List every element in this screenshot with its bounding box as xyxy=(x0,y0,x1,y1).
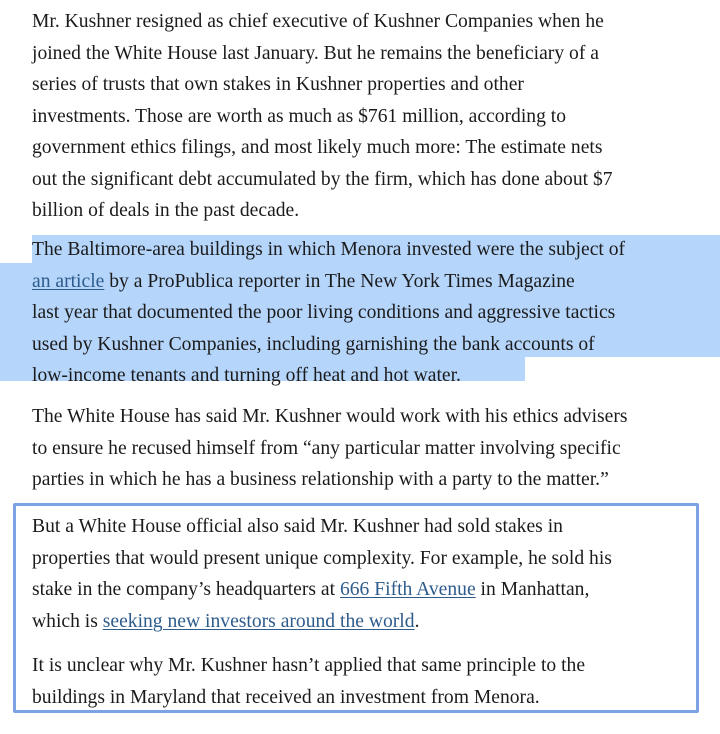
text-fragment: which is xyxy=(32,610,103,632)
text-fragment: in Manhattan, xyxy=(475,579,590,600)
text-line: out the significant debt accumulated by the firm, which has done about $7 xyxy=(32,168,613,190)
text-fragment: . xyxy=(414,610,420,632)
text-line xyxy=(32,266,712,298)
text-line: joined the White House last January. But he remains the beneficiary of a xyxy=(32,42,599,64)
text-line: properties that would present unique complexity. For example, he sold his xyxy=(32,547,612,569)
an-article-link[interactable]: an article xyxy=(32,270,105,292)
text-line: Mr. Kushner resigned as chief executive of Kushner Companies when he xyxy=(32,11,604,32)
paragraph-trusts xyxy=(32,6,712,227)
seeking-investors-link[interactable]: seeking new investors around the world xyxy=(102,610,415,632)
text-line: government ethics filings, and most likely much more: The estimate nets xyxy=(32,137,603,158)
text-line xyxy=(32,574,712,606)
text-fragment: stake in the company’s headquarters at xyxy=(32,579,340,600)
text-line: to ensure he recused himself from “any particular matter involving specific xyxy=(32,437,621,459)
text-line: last year that documented the poor living conditions and aggressive tactics xyxy=(32,302,616,323)
text-line: parties in which he has a business relationship with a party to the matter.” xyxy=(32,469,609,490)
text-line: billion of deals in the past decade. xyxy=(32,200,300,221)
text-line: The White House has said Mr. Kushner would work with his ethics advisers xyxy=(32,406,628,427)
text-line: low-income tenants and turning off heat and hot water. xyxy=(32,365,461,386)
text-line: buildings in Maryland that received an investment from Menora. xyxy=(32,686,540,708)
666-fifth-avenue-link[interactable]: 666 Fifth Avenue xyxy=(339,579,476,600)
paragraph-ethics-advisers xyxy=(32,401,712,496)
text-line: But a White House official also said Mr. Kushner had sold stakes in xyxy=(32,516,563,537)
paragraph-unclear-principle xyxy=(32,650,712,713)
text-line xyxy=(32,606,712,638)
text-line: investments. Those are worth as much as $761 million, according to xyxy=(32,105,567,127)
paragraph-sold-stakes xyxy=(32,511,712,637)
text-line: It is unclear why Mr. Kushner hasn’t applied that same principle to the xyxy=(32,655,586,676)
text-line: used by Kushner Companies, including garnishing the bank accounts of xyxy=(32,333,595,355)
paragraph-baltimore-buildings xyxy=(32,234,712,392)
text-line: The Baltimore-area buildings in which Menora invested were the subject of xyxy=(32,239,626,260)
text-fragment: by a ProPublica reporter in The New York Times Magazine xyxy=(104,270,575,292)
text-line: series of trusts that own stakes in Kushner properties and other xyxy=(32,74,524,95)
